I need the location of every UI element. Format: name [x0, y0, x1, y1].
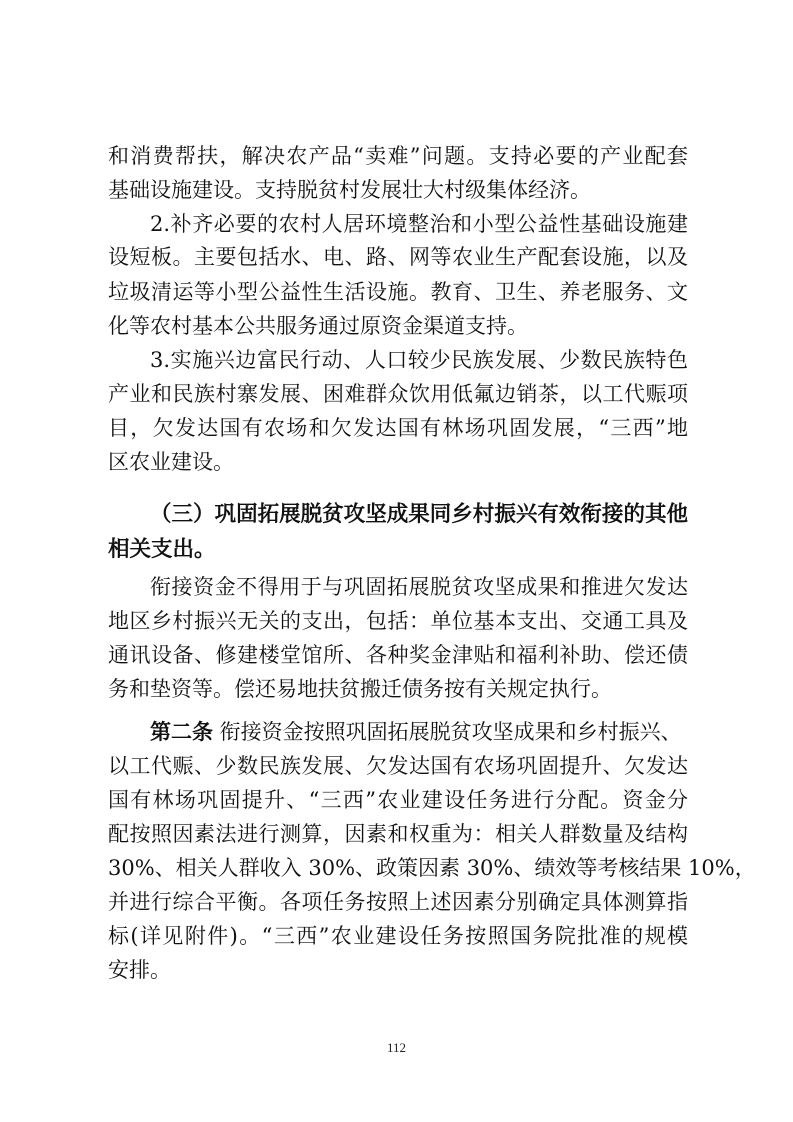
text-line: 垃圾清运等小型公益性生活设施。教育、卫生、养老服务、文 [108, 280, 688, 304]
text-line: 标(详见附件)。“三西”农业建设任务按照国务院批准的规模 [108, 924, 688, 948]
text-line: 配按照因素法进行测算，因素和权重为：相关人群数量及结构 [108, 822, 688, 846]
text-line: 2.补齐必要的农村人居环境整治和小型公益性基础设施建 [150, 212, 688, 236]
text-line: 安排。 [108, 958, 171, 982]
article-text: 衔接资金按照巩固拓展脱贫攻坚成果和乡村振兴、 [213, 720, 682, 744]
page-number: 112 [386, 1040, 407, 1055]
text-line: 国有林场巩固提升、“三西”农业建设任务进行分配。资金分 [108, 788, 688, 812]
text-line: 务和垫资等。偿还易地扶贫搬迁债务按有关规定执行。 [108, 677, 612, 701]
text-line: 30%、相关人群收入 30%、政策因素 30%、绩效等考核结果 10%， [108, 856, 756, 880]
text-line: 区农业建设。 [108, 450, 234, 474]
text-line: 基础设施建设。支持脱贫村发展壮大村级集体经济。 [108, 178, 591, 202]
section-heading: 相关支出。 [108, 537, 216, 562]
text-line: 设短板。主要包括水、电、路、网等农业生产配套设施，以及 [108, 245, 688, 269]
text-line: 和消费帮扶，解决农产品“卖难”问题。支持必要的产业配套 [108, 144, 688, 168]
article-title: 第二条 [150, 720, 213, 744]
text-line: 通讯设备、修建楼堂馆所、各种奖金津贴和福利补助、偿还债 [108, 643, 688, 667]
text-line: 3.实施兴边富民行动、人口较少民族发展、少数民族特色 [150, 348, 688, 372]
text-line: 以工代赈、少数民族发展、欠发达国有农场巩固提升、欠发达 [108, 754, 688, 778]
text-line: 并进行综合平衡。各项任务按照上述因素分别确定具体测算指 [108, 890, 688, 914]
text-line: 产业和民族村寨发展、困难群众饮用低氟边销茶，以工代赈项 [108, 382, 688, 406]
text-line: 衔接资金不得用于与巩固拓展脱贫攻坚成果和推进欠发达 [150, 575, 688, 599]
text-line: 化等农村基本公共服务通过原资金渠道支持。 [108, 314, 528, 338]
text-line: 地区乡村振兴无关的支出，包括：单位基本支出、交通工具及 [108, 609, 688, 633]
section-heading: （三）巩固拓展脱贫攻坚成果同乡村振兴有效衔接的其他 [150, 502, 688, 527]
text-line: 目，欠发达国有农场和欠发达国有林场巩固发展，“三西”地 [108, 416, 688, 440]
